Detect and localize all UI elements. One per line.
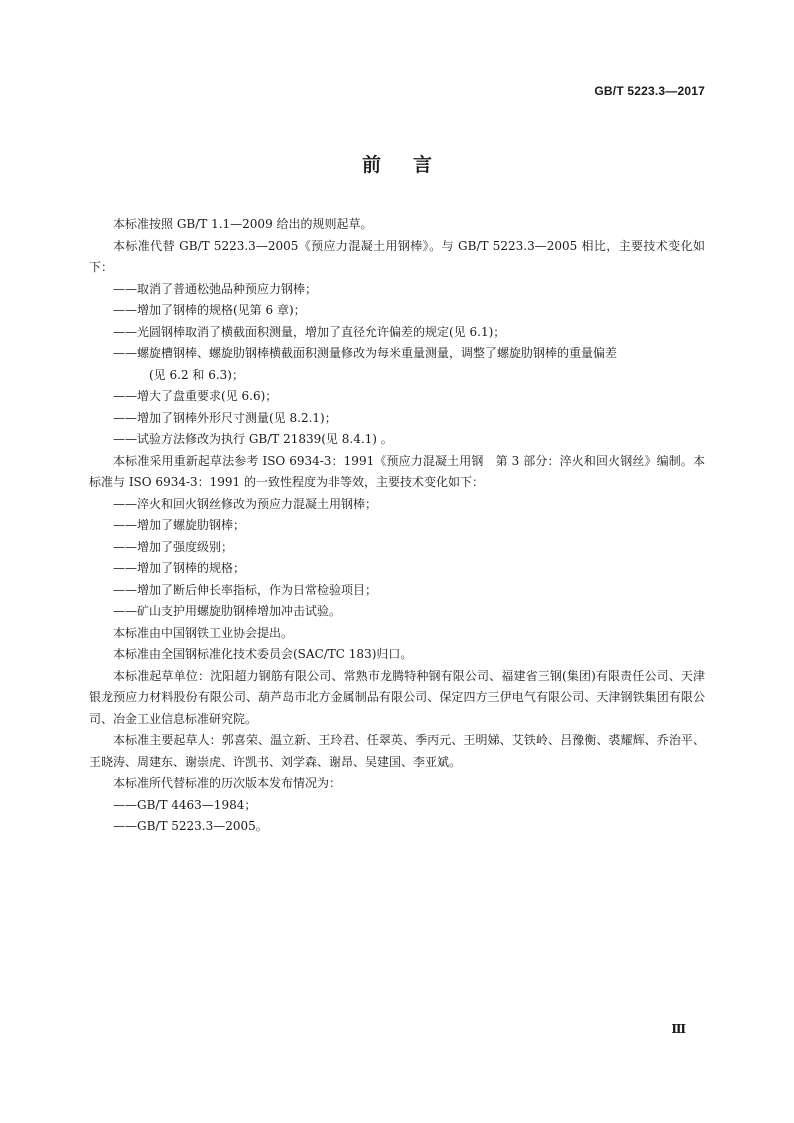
list-item: ——试验方法修改为执行 GB/T 21839(见 8.4.1) 。 [113,432,393,446]
list-item: ——增大了盘重要求(见 6.6)； [113,389,278,403]
list-item: ——螺旋槽钢棒、螺旋肋钢棒横截面积测量修改为每米重量测量，调整了螺旋肋钢棒的重量偏差 [113,346,618,360]
list-item: ——增加了强度级别； [113,539,234,554]
paragraph-iso-reference: 本标准采用重新起草法参考 ISO 6934-3：1991《预应力混凝土用钢 第 3 部分：淬火和回火钢丝》编制。本标准与 ISO 6934-3：1991 的一致性程度为非等效，主要技术变化如下： [89,453,705,489]
paragraph-drafters: 本标准主要起草人：郭喜荣、温立新、王玲君、任翠英、季丙元、王明娣、艾铁岭、吕豫衡、裘耀辉、乔治平、王晓涛、周建东、谢崇虎、许凯书、刘学森、谢昂、吴建国、李亚斌。 [89,733,705,769]
paragraph-proposer: 本标准由中国钢铁工业协会提出。 [113,625,294,640]
page-title: 前言 [361,154,464,176]
list-item: ——GB/T 4463—1984； [113,797,257,812]
list-item: ——取消了普通松弛品种预应力钢棒； [113,281,318,296]
list-item: ——矿山支护用螺旋肋钢棒增加冲击试验。 [113,604,342,618]
list-item: ——增加了钢棒外形尺寸测量(见 8.2.1)； [113,410,337,425]
list-item: ——增加了断后伸长率指标，作为日常检验项目； [113,582,378,597]
list-item: ——增加了钢棒的规格； [113,561,246,575]
standard-code: GB/T 5223.3—2017 [594,84,705,98]
list-item: ——淬火和回火钢丝修改为预应力混凝土用钢棒； [113,496,378,511]
list-item-continuation: (见 6.2 和 6.3)； [149,367,244,382]
paragraph-drafting-rules: 本标准按照 GB/T 1.1—2009 给出的规则起草。 [113,217,373,231]
page-number: Ⅲ [671,1022,686,1036]
list-item: ——GB/T 5223.3—2005。 [113,819,268,833]
paragraph-drafting-units: 本标准起草单位：沈阳超力钢筋有限公司、常熟市龙腾特种钢有限公司、福建省三钢(集团)有限责任公司、天津银龙预应力材料股份有限公司、葫芦岛市北方金属制品有限公司、保定四方三伊电气有限公司、天津钢铁集团有限公司、冶金工业信息标准研究院。 [89,668,705,726]
paragraph-committee: 本标准由全国钢标准化技术委员会(SAC/TC 183)归口。 [113,647,413,661]
list-item: ——增加了螺旋肋钢棒； [113,518,246,532]
paragraph-version-history: 本标准所代替标准的历次版本发布情况为： [113,776,342,790]
document-body [89,214,705,838]
paragraph-replacement: 本标准代替 GB/T 5223.3—2005《预应力混凝土用钢棒》。与 GB/T 5223.3—2005 相比，主要技术变化如下： [89,238,705,274]
list-item: ——光圆钢棒取消了横截面积测量，增加了直径允许偏差的规定(见 6.1)； [113,324,506,339]
list-item: ——增加了钢棒的规格(见第 6 章)； [113,303,306,317]
